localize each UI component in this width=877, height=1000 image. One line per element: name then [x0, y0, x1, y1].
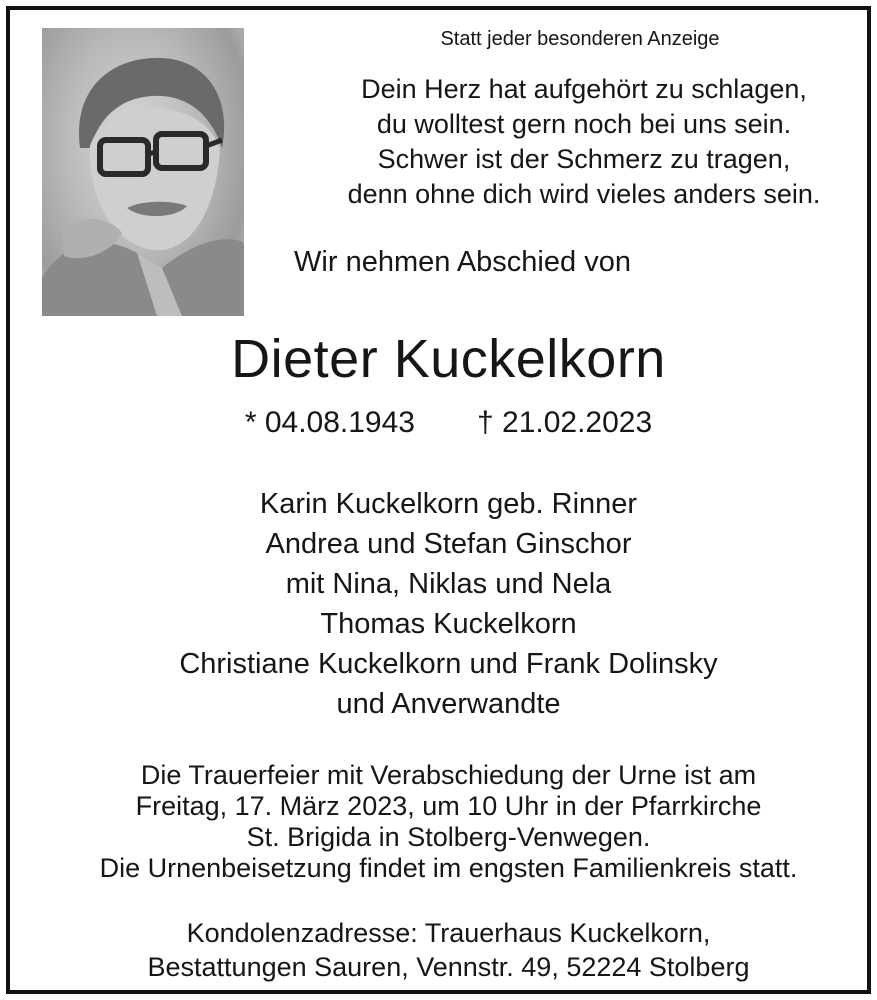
family-member: Andrea und Stefan Ginschor — [265, 528, 632, 560]
service-line: Die Trauerfeier mit Verabschiedung der Urne ist am — [140, 760, 757, 790]
address-line: Kondolenzadresse: Trauerhaus Kuckelkorn, — [186, 918, 711, 948]
portrait-drawing — [42, 28, 244, 316]
intro-line: Statt jeder besonderen Anzeige — [440, 28, 720, 50]
obituary-notice — [6, 6, 871, 994]
service-line: Die Urnenbeisetzung findet im engsten Familienkreis statt. — [99, 853, 798, 883]
family-list — [10, 484, 877, 724]
service-line: Freitag, 17. März 2023, um 10 Uhr in der Pfarrkirche — [135, 791, 762, 821]
address-line: Bestattungen Sauren, Vennstr. 49, 52224 Stolberg — [147, 952, 750, 982]
service-line: St. Brigida in Stolberg-Venwegen. — [246, 822, 651, 852]
birth-date: * 04.08.1943 — [244, 406, 415, 439]
family-member: mit Nina, Niklas und Nela — [285, 568, 612, 600]
service-info — [10, 760, 877, 884]
farewell-line: Wir nehmen Abschied von — [294, 246, 631, 278]
death-date: † 21.02.2023 — [476, 406, 653, 439]
family-member: und Anverwandte — [336, 688, 561, 720]
portrait-photo — [42, 28, 244, 316]
poem-line: Dein Herz hat aufgehört zu schlagen, — [361, 74, 807, 104]
poem-line: denn ohne dich wird vieles anders sein. — [347, 179, 821, 209]
family-member: Christiane Kuckelkorn und Frank Dolinsky — [179, 648, 718, 680]
deceased-name: Dieter Kuckelkorn — [231, 329, 666, 389]
poem-line: Schwer ist der Schmerz zu tragen, — [377, 144, 791, 174]
life-dates — [10, 406, 877, 440]
family-member: Karin Kuckelkorn geb. Rinner — [259, 488, 638, 520]
poem — [284, 72, 877, 212]
condolence-address — [10, 916, 877, 984]
family-member: Thomas Kuckelkorn — [320, 608, 577, 640]
poem-line: du wolltest gern noch bei uns sein. — [376, 109, 792, 139]
